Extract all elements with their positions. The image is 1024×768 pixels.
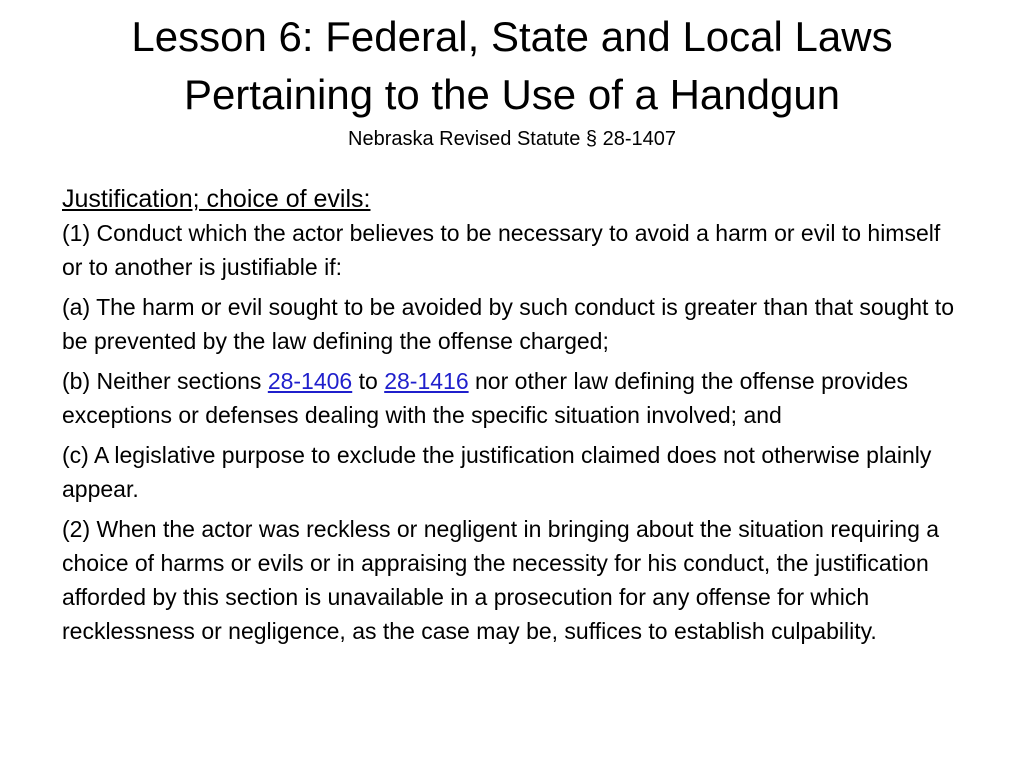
statute-link-28-1406[interactable]: 28-1406 [267, 368, 353, 394]
paragraph-b-text-mid: to [352, 368, 385, 394]
paragraph-1: (1) Conduct which the actor believes to be necessary to avoid a harm or evil to himself or to another is justifiable if: [62, 220, 941, 280]
slide-title-line-2: Pertaining to the Use of a Handgun [183, 71, 841, 118]
title-block [40, 8, 984, 152]
paragraph-a: (a) The harm or evil sought to be avoided by such conduct is greater than that sought to be prevented by the law defining the offense charged; [62, 294, 954, 354]
paragraph-b-text-start: (b) Neither sections [62, 368, 268, 394]
paragraph-2: (2) When the actor was reckless or negligent in bringing about the situation requiring a choice of harms or evils or in appraising the necessity for his conduct, the justification afforded by this section is unavailable in a prosecution for any offense for which recklessness or negligence, as the case may be, suffices to establish culpability. [62, 516, 940, 644]
slide-body [62, 182, 962, 654]
slide-title-line-1: Lesson 6: Federal, State and Local Laws [131, 13, 893, 60]
statute-link-28-1416[interactable]: 28-1416 [384, 368, 469, 394]
paragraph-c: (c) A legislative purpose to exclude the justification claimed does not otherwise plainly appear. [62, 442, 932, 502]
section-heading: Justification; choice of evils: [62, 185, 371, 213]
paragraph-b-text-end: nor other law defining the offense provides exceptions or defenses dealing with the specific situation involved; and [62, 368, 909, 428]
paragraph-b [62, 364, 962, 432]
slide-subtitle: Nebraska Revised Statute § 28-1407 [348, 128, 676, 150]
